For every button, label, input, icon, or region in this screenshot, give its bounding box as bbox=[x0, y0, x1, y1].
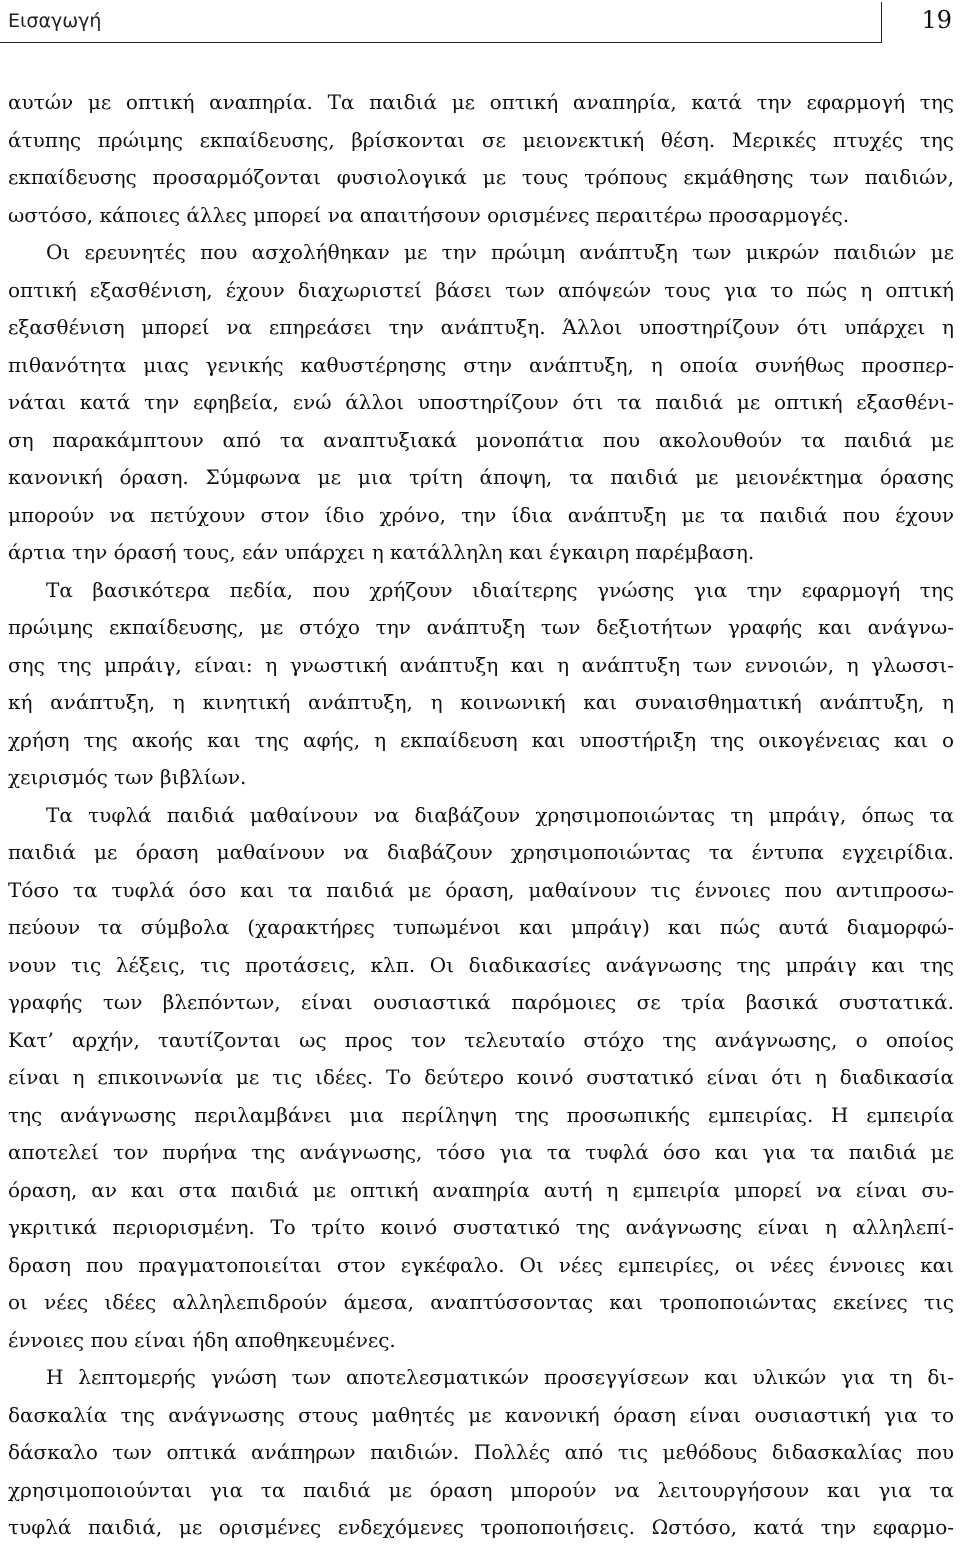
text-line: ωστόσο, κάποιες άλλες μπορεί να απαιτήσουν ορισμένες περαιτέρω προσαρμογές. bbox=[8, 202, 850, 227]
text-line: άτυπης πρώιμης εκπαίδευσης, βρίσκονται σε μειονεκτική θέση. Μερικές πτυχές της bbox=[8, 127, 954, 152]
text-line: της ανάγνωσης περιλαμβάνει μια περίληψη της προσωπικής εμπειρίας. Η εμπειρία bbox=[8, 1102, 954, 1127]
text-line: δασκαλία της ανάγνωσης στους μαθητές με κανονική όραση είναι ουσιαστική για το bbox=[8, 1402, 954, 1427]
page-number: 19 bbox=[921, 6, 952, 34]
text-line: χειρισμός των βιβλίων. bbox=[8, 765, 247, 789]
text-line: ση παρακάμπτουν από τα αναπτυξιακά μονοπάτια που ακολουθούν τα παιδιά με bbox=[8, 427, 954, 452]
text-line: δάσκαλο των οπτικά ανάπηρων παιδιών. Πολλές από τις μεθόδους διδασκαλίας που bbox=[8, 1440, 954, 1464]
text-line: νουν τις λέξεις, τις προτάσεις, κλπ. Οι διαδικασίες ανάγνωσης της μπράιγ και της bbox=[8, 952, 954, 977]
text-line: οπτική εξασθένιση, έχουν διαχωριστεί βάσει των απόψεών τους για το πώς η οπτική bbox=[8, 277, 954, 302]
text-line: πιθανότητα μιας γενικής καθυστέρησης στην ανάπτυξη, η οποία συνήθως προσπερ- bbox=[8, 352, 954, 377]
paragraph-start-line: Τα βασικότερα πεδία, που χρήζουν ιδιαίτερης γνώσης για την εφαρμογή της bbox=[46, 577, 954, 602]
text-line: αυτών με οπτική αναπηρία. Τα παιδιά με οπτική αναπηρία, κατά την εφαρμογή της bbox=[8, 90, 954, 114]
text-line: οι νέες ιδέες αλληλεπιδρούν άμεσα, αναπτύσσοντας και τροποποιώντας εκείνες τις bbox=[8, 1290, 954, 1314]
body-text bbox=[8, 84, 954, 1547]
text-line: δραση που πραγματοποιείται στον εγκέφαλο. Οι νέες εμπειρίες, οι νέες έννοιες και bbox=[8, 1252, 954, 1277]
text-line: Τόσο τα τυφλά όσο και τα παιδιά με όραση, μαθαίνουν τις έννοιες που αντιπροσω- bbox=[8, 877, 954, 902]
text-line: νάται κατά την εφηβεία, ενώ άλλοι υποστηρίζουν ότι τα παιδιά με οπτική εξασθένι- bbox=[8, 390, 954, 414]
text-line: χρησιμοποιούνται για τα παιδιά με όραση μπορούν να λειτουργήσουν και για τα bbox=[8, 1477, 954, 1502]
text-line: γραφής των βλεπόντων, είναι ουσιαστικά παρόμοιες σε τρία βασικά συστατικά. bbox=[8, 990, 954, 1014]
paragraph-start-line: Η λεπτομερής γνώση των αποτελεσματικών προσεγγίσεων και υλικών για τη δι- bbox=[46, 1365, 954, 1389]
text-line: κανονική όραση. Σύμφωνα με μια τρίτη άποψη, τα παιδιά με μειονέκτημα όρασης bbox=[8, 465, 954, 489]
text-line: χρήση της ακοής και της αφής, η εκπαίδευση και υποστήριξη της οικογένειας και ο bbox=[8, 727, 954, 752]
paragraph-start-line: Οι ερευνητές που ασχολήθηκαν με την πρώιμη ανάπτυξη των μικρών παιδιών με bbox=[46, 240, 954, 264]
text-line: σης της μπράιγ, είναι: η γνωστική ανάπτυξη και η ανάπτυξη των εννοιών, η γλωσσι- bbox=[8, 652, 954, 677]
text-line: Κατ’ αρχήν, ταυτίζονται ως προς τον τελευταίο στόχο της ανάγνωσης, ο οποίος bbox=[8, 1027, 954, 1052]
text-line: είναι η επικοινωνία με τις ιδέες. Το δεύτερο κοινό συστατικό είναι ότι η διαδικασία bbox=[8, 1065, 954, 1089]
running-title: Εισαγωγή bbox=[8, 10, 102, 32]
text-line: εξασθένιση μπορεί να επηρεάσει την ανάπτυξη. Άλλοι υποστηρίζουν ότι υπάρχει η bbox=[8, 315, 954, 339]
text-line: εκπαίδευσης προσαρμόζονται φυσιολογικά με τους τρόπους εκμάθησης των παιδιών, bbox=[8, 165, 954, 189]
text-line: πεύουν τα σύμβολα (χαρακτήρες τυπωμένοι και μπράιγ) και πώς αυτά διαμορφώ- bbox=[8, 915, 954, 939]
text-line: όραση, αν και στα παιδιά με οπτική αναπηρία αυτή η εμπειρία μπορεί να είναι συ- bbox=[8, 1177, 954, 1202]
paragraph-start-line: Τα τυφλά παιδιά μαθαίνουν να διαβάζουν χρησιμοποιώντας τη μπράιγ, όπως τα bbox=[46, 802, 954, 827]
text-line: γκριτικά περιορισμένη. Το τρίτο κοινό συστατικό της ανάγνωσης είναι η αλληλεπί- bbox=[8, 1215, 954, 1239]
text-line: κή ανάπτυξη, η κινητική ανάπτυξη, η κοινωνική και συναισθηματική ανάπτυξη, η bbox=[8, 690, 954, 714]
text-line: τυφλά παιδιά, με ορισμένες ενδεχόμενες τροποποιήσεις. Ωστόσο, κατά την εφαρμο- bbox=[8, 1515, 954, 1539]
text-line: μπορούν να πετύχουν στον ίδιο χρόνο, την ίδια ανάπτυξη με τα παιδιά που έχουν bbox=[8, 502, 954, 527]
text-line: αποτελεί τον πυρήνα της ανάγνωσης, τόσο για τα τυφλά όσο και για τα παιδιά με bbox=[8, 1140, 954, 1164]
header-horizontal-rule bbox=[0, 42, 882, 43]
text-line: άρτια την όρασή τους, εάν υπάρχει η κατάλληλη και έγκαιρη παρέμβαση. bbox=[8, 540, 755, 564]
header-vertical-rule bbox=[881, 2, 882, 42]
running-header bbox=[0, 0, 960, 46]
text-line: πρώιμης εκπαίδευσης, με στόχο την ανάπτυξη των δεξιοτήτων γραφής και ανάγνω- bbox=[8, 615, 954, 639]
text-line: έννοιες που είναι ήδη αποθηκευμένες. bbox=[8, 1327, 396, 1352]
text-line: παιδιά με όραση μαθαίνουν να διαβάζουν χρησιμοποιώντας τα έντυπα εγχειρίδια. bbox=[8, 840, 954, 864]
